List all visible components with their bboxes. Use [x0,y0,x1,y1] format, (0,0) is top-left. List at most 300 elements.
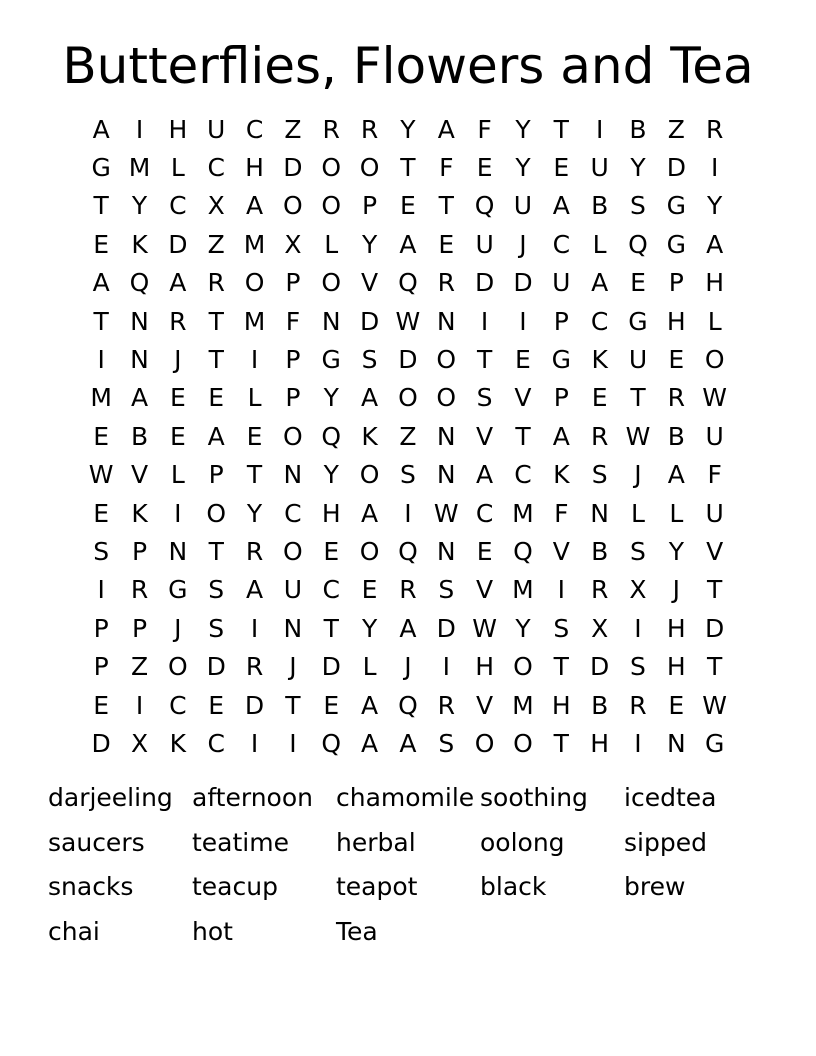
grid-letter: E [630,268,646,298]
grid-letter: T [515,421,531,451]
grid-letter: A [207,421,225,451]
grid-letter: S [208,575,225,605]
grid-letter: T [476,345,493,375]
grid-letter: X [130,728,149,758]
grid-letter: U [475,229,494,259]
grid-letter: E [668,345,685,375]
grid-letter: E [438,229,455,259]
grid-letter: O [513,728,533,758]
grid-letter: G [91,153,111,183]
grid-letter: D [168,229,188,259]
grid-letter: Y [515,114,531,144]
grid-letter: E [361,575,378,605]
grid-letter: I [97,345,105,375]
grid-letter: X [591,613,609,643]
word-list-item: soothing [480,783,588,812]
grid-letter: Y [361,229,378,259]
grid-letter: E [476,536,493,566]
grid-letter: V [476,421,494,451]
grid-letter: O [359,153,380,183]
grid-letter: F [439,153,454,183]
grid-letter: T [553,114,569,144]
grid-letter: D [283,153,303,183]
grid-letter: H [590,728,610,758]
grid-letter: D [398,345,418,375]
grid-letter: R [590,421,609,451]
grid-letter: B [130,421,149,451]
grid-letter: J [289,652,297,682]
grid-letter: I [595,114,604,144]
grid-letter: O [359,536,380,566]
grid-letter: T [208,306,224,336]
grid-letter: O [244,268,265,298]
grid-letter: T [93,306,109,336]
word-list-item: black [480,872,547,901]
grid-letter: T [285,690,301,720]
grid-letter: E [323,690,340,720]
grid-letter: R [399,575,417,605]
grid-letter: K [131,498,148,528]
grid-letter: Z [207,229,225,259]
word-list-item: brew [624,872,686,901]
grid-letter: A [92,268,110,298]
grid-letter: Q [513,536,533,566]
grid-letter: C [322,575,340,605]
grid-letter: J [672,575,681,605]
grid-letter: V [476,690,494,720]
word-list-item: herbal [336,827,416,857]
grid-letter: Y [630,153,646,183]
page-title: Butterflies, Flowers and Tea [62,37,754,95]
grid-letter: T [553,728,569,758]
grid-letter: E [246,421,263,451]
grid-letter: S [438,728,455,758]
grid-letter: I [710,153,719,183]
grid-letter: T [246,460,263,490]
grid-letter: G [704,728,725,758]
grid-letter: S [93,536,110,566]
grid-letter: R [437,690,455,720]
grid-letter: N [168,536,188,566]
grid-letter: A [169,268,187,298]
grid-letter: P [285,345,301,375]
grid-letter: M [128,153,151,183]
grid-letter: A [92,114,110,144]
grid-letter: Q [474,191,495,221]
grid-letter: B [629,114,647,144]
grid-letter: N [436,460,456,490]
grid-letter: S [208,613,225,643]
grid-letter: I [404,498,412,528]
grid-letter: P [553,383,569,413]
grid-letter: Y [707,191,723,221]
grid-letter: I [135,690,144,720]
grid-letter: O [206,498,227,528]
grid-letter: E [93,421,110,451]
grid-letter: U [628,345,648,375]
grid-letter: D [666,153,686,183]
grid-letter: A [706,229,724,259]
grid-letter: L [631,498,645,528]
grid-letter: Q [398,268,418,298]
grid-letter: S [476,383,493,413]
grid-letter: R [667,383,686,413]
grid-letter: O [474,728,495,758]
grid-letter: H [245,153,264,183]
grid-letter: M [512,690,534,720]
grid-letter: N [436,421,456,451]
grid-letter: E [668,690,685,720]
grid-letter: M [243,229,266,259]
grid-letter: D [474,268,495,298]
grid-letter: H [705,268,725,298]
grid-letter: A [130,383,149,413]
word-list-item: teacup [192,872,278,901]
grid-letter: C [245,114,264,144]
word-list-item: oolong [480,827,565,857]
grid-letter: L [707,306,722,336]
grid-letter: D [321,652,341,682]
grid-letter: F [285,306,301,336]
grid-letter: G [168,575,188,605]
grid-letter: L [592,229,607,259]
grid-letter: M [512,498,534,528]
grid-letter: C [475,498,494,528]
word-list-item: afternoon [192,783,313,812]
grid-letter: G [628,306,648,336]
grid-letter: E [208,690,225,720]
grid-letter: G [321,345,341,375]
grid-letter: E [323,536,340,566]
grid-letter: W [395,306,421,336]
grid-letter: K [169,728,187,758]
grid-letter: D [436,613,456,643]
grid-letter: O [398,383,418,413]
grid-letter: L [170,153,185,183]
grid-letter: E [515,345,531,375]
grid-letter: T [323,613,339,643]
grid-letter: Y [246,498,263,528]
grid-letter: D [359,306,380,336]
grid-letter: H [168,114,188,144]
grid-letter: A [245,575,264,605]
grid-letter: R [437,268,455,298]
grid-letter: R [705,114,724,144]
word-list-item: hot [192,916,233,946]
grid-letter: X [284,229,302,259]
grid-letter: T [630,383,646,413]
grid-letter: U [283,575,303,605]
grid-letter: I [250,345,259,375]
grid-letter: H [666,613,686,643]
grid-letter: H [551,690,571,720]
grid-letter: W [433,498,459,528]
grid-letter: I [480,306,489,336]
grid-letter: Y [361,613,378,643]
grid-letter: O [283,536,303,566]
grid-letter: O [436,345,457,375]
grid-letter: J [404,652,412,682]
grid-letter: Z [130,652,149,682]
grid-letter: S [630,652,646,682]
grid-letter: Y [131,191,148,221]
grid-letter: S [591,460,608,490]
grid-letter: Z [399,421,417,451]
grid-letter: D [244,690,265,720]
grid-letter: A [361,498,379,528]
grid-letter: R [245,652,264,682]
grid-letter: G [551,345,571,375]
grid-letter: C [284,498,302,528]
grid-letter: H [666,306,686,336]
grid-letter: S [399,460,416,490]
grid-letter: L [324,229,339,259]
grid-letter: T [438,191,454,221]
grid-letter: Y [515,613,531,643]
grid-letter: L [170,460,185,490]
grid-letter: W [702,690,728,720]
grid-letter: P [668,268,684,298]
word-list-item: sipped [624,827,707,857]
grid-letter: P [131,536,148,566]
grid-letter: I [519,306,527,336]
grid-letter: P [208,460,224,490]
grid-letter: T [208,345,224,375]
grid-letter: X [629,575,647,605]
grid-letter: N [130,345,149,375]
word-list-item: saucers [48,827,145,857]
grid-letter: V [552,536,570,566]
grid-letter: V [130,460,149,490]
grid-letter: E [93,229,110,259]
grid-letter: P [285,383,301,413]
word-list-item: chamomile [336,783,475,812]
grid-letter: E [553,153,570,183]
grid-letter: P [131,613,148,643]
grid-letter: R [360,114,379,144]
grid-letter: U [590,153,609,183]
grid-letter: R [322,114,340,144]
grid-letter: Y [668,536,684,566]
grid-letter: A [399,728,417,758]
grid-letter: O [283,421,303,451]
grid-letter: D [206,652,226,682]
grid-letter: M [90,383,112,413]
grid-letter: G [666,191,687,221]
word-list-item: darjeeling [48,783,173,812]
grid-letter: N [436,536,456,566]
grid-letter: Y [515,153,531,183]
grid-letter: A [399,613,417,643]
grid-letter: R [245,536,264,566]
grid-letter: C [552,229,571,259]
grid-letter: Y [323,383,339,413]
grid-letter: A [245,191,264,221]
grid-letter: S [630,191,646,221]
grid-letter: K [361,421,378,451]
grid-letter: N [436,306,456,336]
grid-letter: H [475,652,495,682]
grid-letter: B [591,536,609,566]
grid-letter: C [514,460,532,490]
grid-letter: N [283,613,303,643]
grid-letter: V [476,575,494,605]
grid-letter: W [625,421,651,451]
grid-letter: M [512,575,534,605]
grid-letter: S [553,613,570,643]
grid-letter: Z [667,114,685,144]
grid-letter: E [169,421,186,451]
grid-letter: C [590,306,609,336]
grid-letter: A [667,460,685,490]
grid-letter: C [207,728,225,758]
grid-letter: B [591,191,609,221]
grid-letter: O [436,383,457,413]
grid-letter: T [400,153,416,183]
grid-letter: N [283,460,303,490]
grid-letter: Q [398,690,418,720]
grid-letter: S [361,345,378,375]
grid-letter: K [553,460,570,490]
grid-letter: W [702,383,728,413]
grid-letter: E [93,690,110,720]
grid-letter: I [250,613,259,643]
grid-letter: P [93,613,109,643]
grid-letter: Q [628,229,648,259]
grid-letter: A [552,191,570,221]
word-list-item: snacks [48,872,134,901]
grid-letter: U [705,498,724,528]
grid-letter: R [629,690,647,720]
grid-letter: S [630,536,646,566]
grid-letter: O [321,191,342,221]
word-list-item: Tea [336,916,378,946]
grid-letter: U [207,114,226,144]
grid-letter: K [591,345,608,375]
grid-letter: R [169,306,187,336]
grid-letter: P [285,268,301,298]
grid-letter: Z [284,114,302,144]
grid-letter: A [361,690,379,720]
word-list-item: teatime [192,827,289,857]
grid-letter: U [552,268,571,298]
grid-letter: T [208,536,224,566]
grid-letter: E [169,383,186,413]
grid-letter: V [706,536,724,566]
grid-letter: A [399,229,417,259]
grid-letter: I [97,575,105,605]
grid-letter: Q [398,536,418,566]
grid-letter: V [514,383,532,413]
grid-letter: I [135,114,144,144]
grid-letter: O [168,652,188,682]
grid-letter: O [704,345,725,375]
grid-letter: J [519,229,527,259]
grid-letter: A [361,383,379,413]
grid-letter: T [707,575,723,605]
grid-letter: I [634,728,642,758]
grid-letter: O [359,460,380,490]
grid-letter: I [250,728,259,758]
grid-letter: J [174,613,182,643]
grid-letter: J [634,460,642,490]
grid-letter: P [553,306,569,336]
grid-letter: D [590,652,610,682]
grid-letter: E [93,498,110,528]
grid-letter: F [477,114,492,144]
grid-letter: Q [129,268,150,298]
grid-letter: I [442,652,450,682]
grid-letter: P [93,652,109,682]
grid-letter: C [207,153,225,183]
grid-letter: X [207,191,225,221]
word-list [48,778,778,956]
grid-letter: U [513,191,533,221]
grid-letter: Y [400,114,416,144]
grid-letter: E [476,153,493,183]
grid-letter: W [88,460,114,490]
grid-letter: N [590,498,609,528]
grid-letter: L [362,652,377,682]
grid-letter: K [131,229,148,259]
grid-letter: U [705,421,724,451]
grid-letter: I [557,575,565,605]
grid-letter: A [552,421,570,451]
letter-grid [82,110,734,763]
word-list-item: icedtea [624,783,717,812]
grid-letter: W [472,613,497,643]
grid-letter: O [283,191,303,221]
grid-letter: O [513,652,533,682]
grid-letter: T [93,191,109,221]
grid-letter: I [174,498,182,528]
grid-letter: H [666,652,686,682]
grid-letter: I [289,728,297,758]
grid-letter: C [169,191,187,221]
grid-letter: E [400,191,416,221]
grid-letter: V [361,268,379,298]
grid-letter: R [590,575,609,605]
grid-letter: R [130,575,149,605]
grid-letter: Q [321,728,342,758]
grid-letter: A [361,728,379,758]
grid-letter: O [321,268,342,298]
grid-letter: L [669,498,684,528]
grid-letter: P [362,191,378,221]
grid-letter: I [634,613,642,643]
word-list-item: chai [48,916,100,946]
grid-letter: A [476,460,494,490]
word-list-item: teapot [336,872,418,901]
grid-letter: M [243,306,266,336]
grid-letter: L [247,383,262,413]
grid-letter: G [666,229,687,259]
grid-letter: H [321,498,341,528]
grid-letter: J [174,345,182,375]
grid-letter: N [666,728,686,758]
grid-letter: C [169,690,187,720]
grid-letter: Y [323,460,339,490]
grid-letter: F [707,460,722,490]
grid-letter: E [208,383,225,413]
grid-letter: B [667,421,685,451]
grid-letter: F [554,498,569,528]
grid-letter: D [513,268,533,298]
grid-letter: D [705,613,725,643]
grid-letter: Q [321,421,342,451]
grid-letter: E [591,383,608,413]
grid-letter: T [553,652,569,682]
